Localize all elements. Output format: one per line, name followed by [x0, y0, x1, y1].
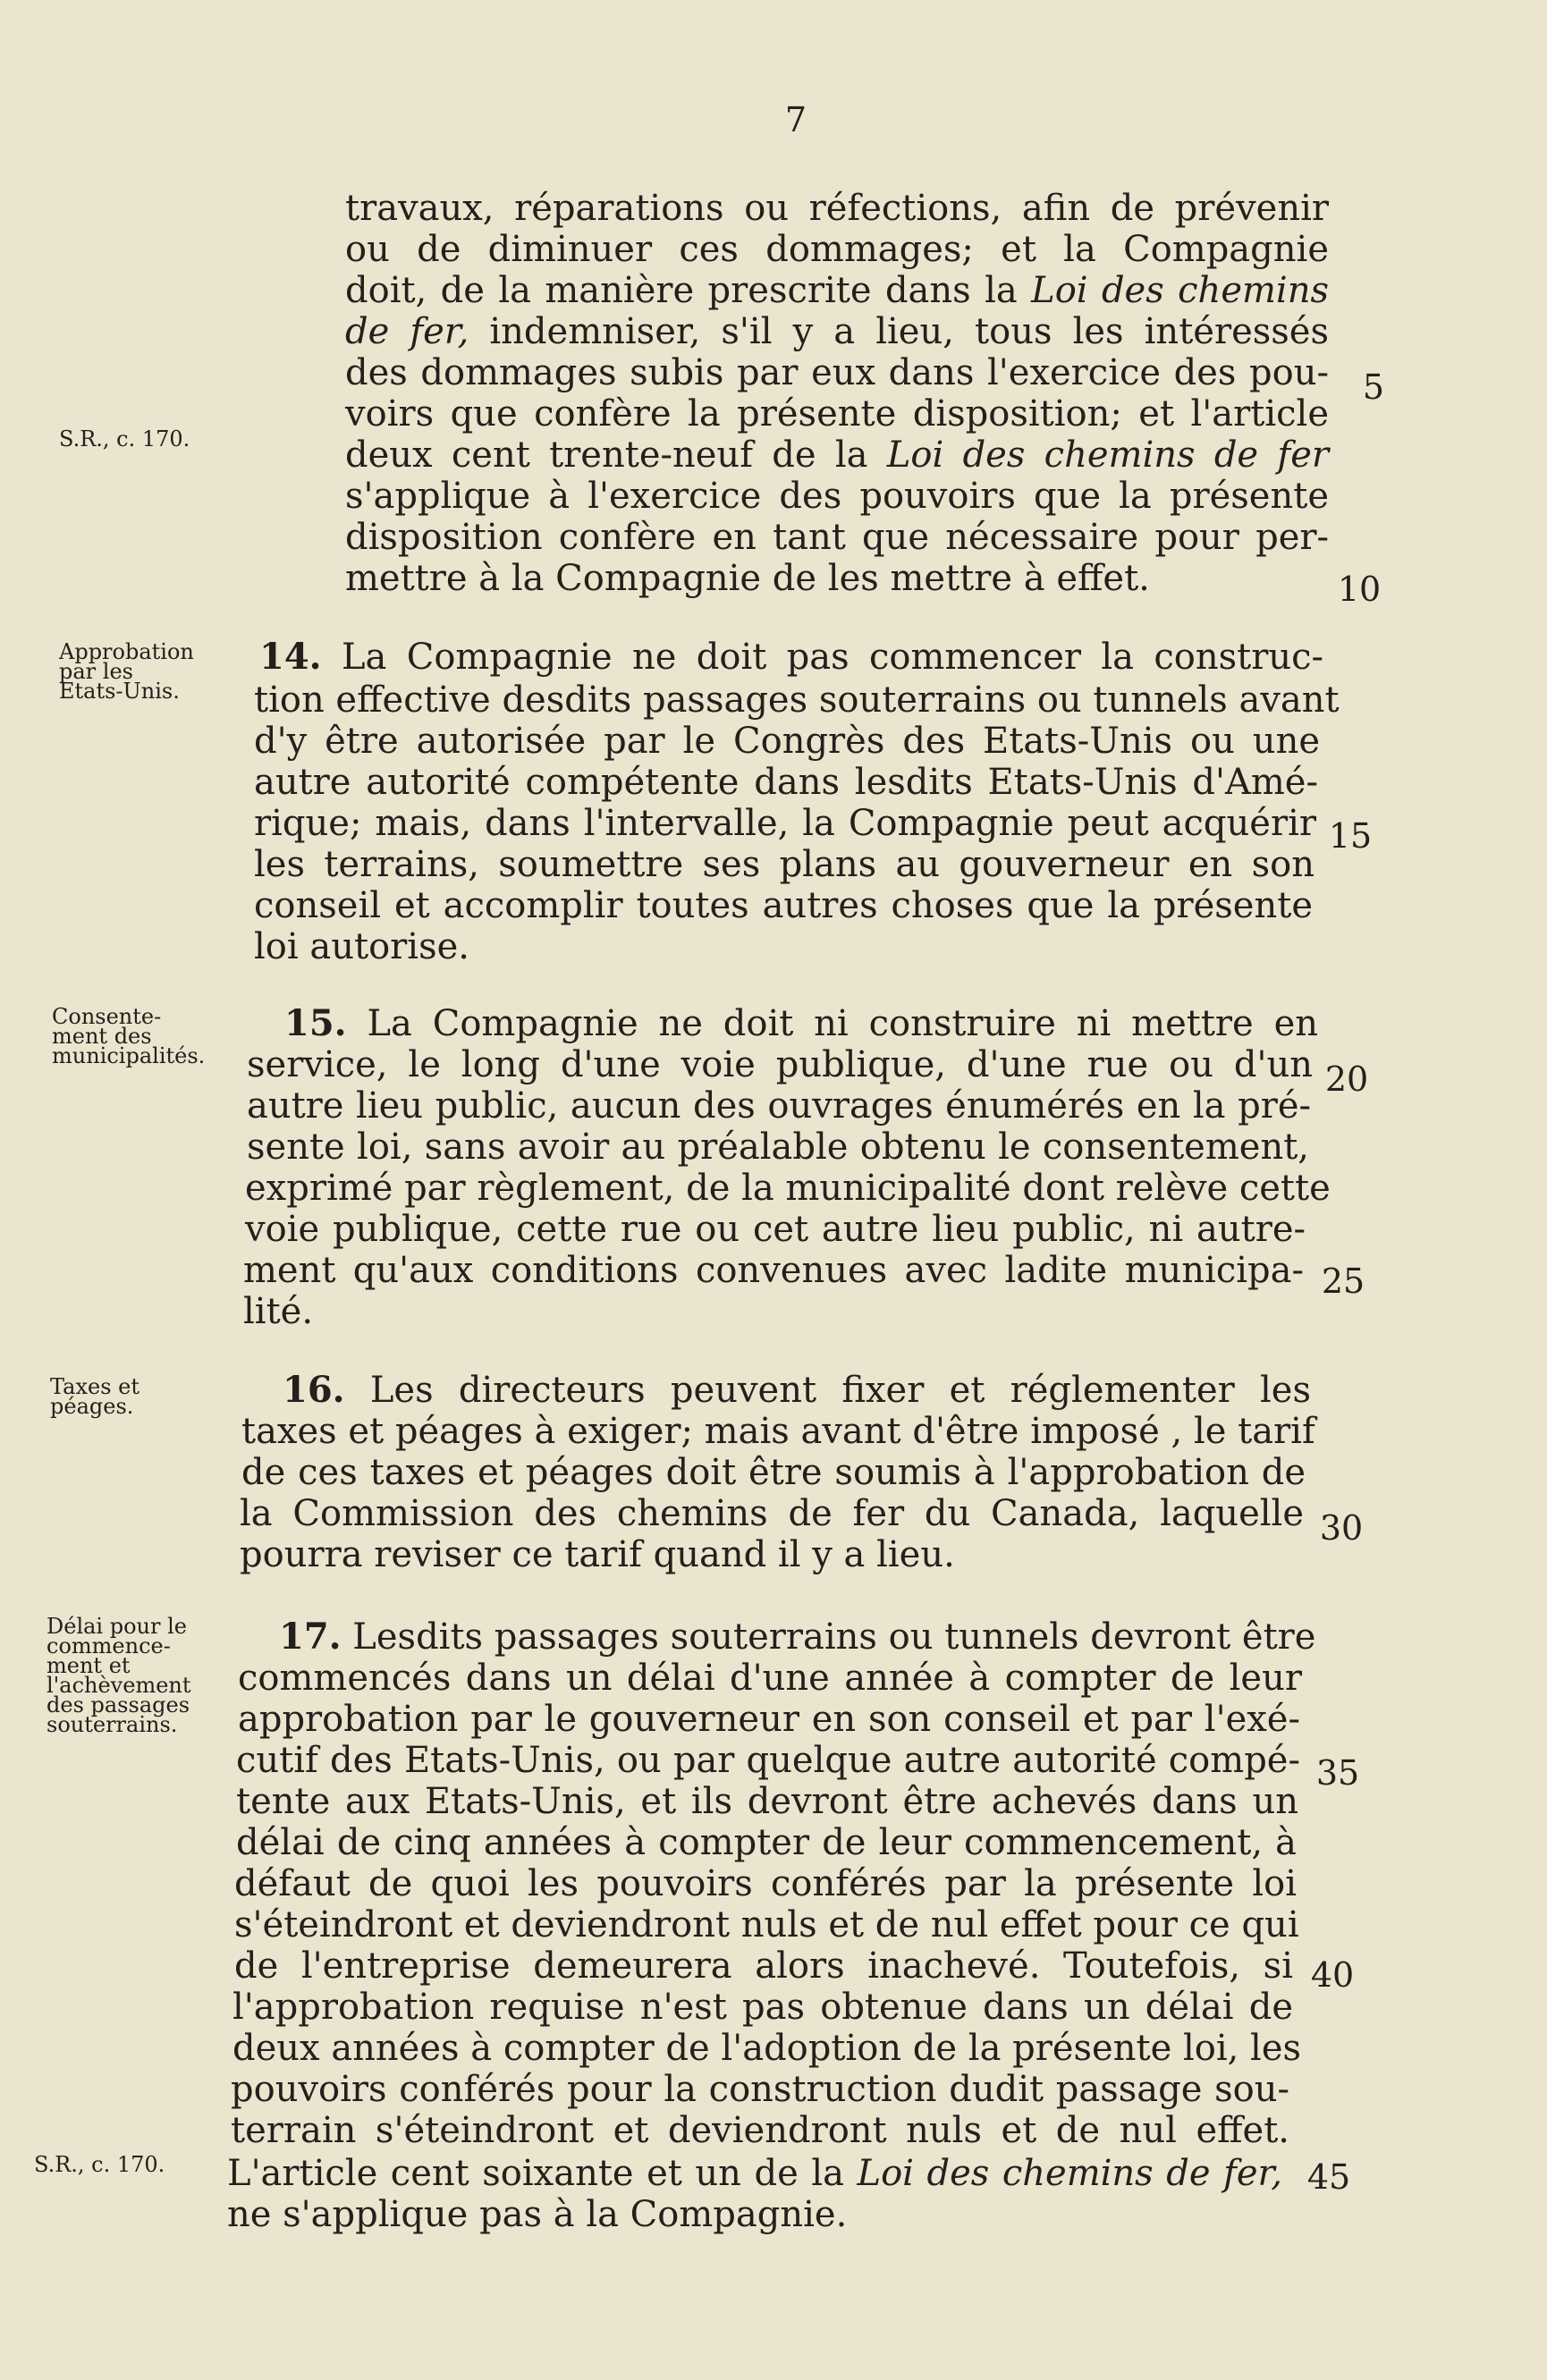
line-number: 30: [1319, 1508, 1364, 1548]
text-line: autre autorité compétente dans lesdits Etats-Unis d'Amé-: [254, 762, 1318, 803]
text-line: voie publique, cette rue ou cet autre lieu public, ni autre-: [245, 1209, 1306, 1250]
text-line: pouvoirs conférés pour la construction dudit passage sou-: [231, 2069, 1289, 2110]
text-line: l'approbation requise n'est pas obtenue dans un délai de: [232, 1987, 1293, 2028]
text-line: service, le long d'une voie publique, d'une rue ou d'un: [247, 1044, 1313, 1085]
line-number: 20: [1324, 1059, 1369, 1099]
margin-note-delai: Délai pour le commence- ment et l'achèvement des passages souterrains.: [46, 1614, 191, 1737]
section-14-lead: 14. La Compagnie ne doit pas commencer la construc-: [259, 636, 1323, 678]
margin-note-taxes: Taxes et péages.: [50, 1374, 139, 1419]
line-number: 5: [1362, 367, 1385, 407]
text-line: mettre à la Compagnie de les mettre à effet.: [345, 558, 1150, 599]
text-line: taxes et péages à exiger; mais avant d'être imposé , le tarif: [241, 1411, 1315, 1452]
text-line: s'éteindront et deviendront nuls et de nul effet pour ce qui: [234, 1904, 1299, 1945]
text-line: sente loi, sans avoir au préalable obtenu le consentement,: [247, 1127, 1309, 1168]
text-line: ne s'applique pas à la Compagnie.: [227, 2194, 848, 2235]
text-line: la Commission des chemins de fer du Canada, laquelle: [240, 1493, 1304, 1534]
page-number: 7: [784, 100, 807, 139]
text-line: deux cent trente-neuf de la Loi des chemins de fer: [345, 435, 1329, 476]
margin-note-consentement: Consente- ment des municipalités.: [52, 1004, 206, 1068]
text-line: tion effective desdits passages souterrains ou tunnels avant: [254, 679, 1340, 721]
text-line: cutif des Etats-Unis, ou par quelque autre autorité compé-: [236, 1740, 1300, 1781]
section-number: 14.: [259, 636, 322, 678]
text-line: loi autorise.: [254, 926, 469, 967]
text-line: conseil et accomplir toutes autres choses que la présente: [254, 885, 1313, 926]
text-line: ou de diminuer ces dommages; et la Compagnie: [345, 229, 1329, 270]
text-line: L'article cent soixante et un de la Loi des chemins de fer,: [227, 2153, 1282, 2194]
text-line: de fer, indemniser, s'il y a lieu, tous les intéressés: [345, 311, 1329, 352]
line-number: 15: [1328, 816, 1373, 856]
line-number: 40: [1310, 1955, 1355, 1995]
margin-note-sr-c170-2: S.R., c. 170.: [34, 2152, 165, 2177]
line-number: 10: [1337, 570, 1382, 609]
text-line: les terrains, soumettre ses plans au gouverneur en son: [254, 844, 1315, 885]
section-number: 15.: [284, 1002, 347, 1044]
text-line: délai de cinq années à compter de leur commencement, à: [236, 1822, 1297, 1863]
text-line: commencés dans un délai d'une année à compter de leur: [238, 1658, 1302, 1699]
section-15-lead: 15. La Compagnie ne doit ni construire ni mettre en: [284, 1002, 1318, 1044]
text-line: approbation par le gouverneur en son conseil et par l'exé-: [238, 1699, 1300, 1740]
text-line: des dommages subis par eux dans l'exercice des pou-: [345, 352, 1329, 393]
text-line: doit, de la manière prescrite dans la Loi des chemins: [345, 270, 1330, 311]
text-line: d'y être autorisée par le Congrès des Etats-Unis ou une: [254, 721, 1320, 762]
section-17-lead: 17. Lesdits passages souterrains ou tunnels devront être: [279, 1616, 1316, 1658]
text-line: ment qu'aux conditions convenues avec ladite municipa-: [243, 1250, 1304, 1291]
text-line: terrain s'éteindront et deviendront nuls et de nul effet.: [231, 2110, 1289, 2151]
text-line: pourra reviser ce tarif quand il y a lieu.: [240, 1534, 955, 1575]
text-line: défaut de quoi les pouvoirs conférés par la présente loi: [234, 1863, 1297, 1904]
text-line: rique; mais, dans l'intervalle, la Compagnie peut acquérir: [254, 803, 1316, 844]
text-line: de l'entreprise demeurera alors inachevé. Toutefois, si: [234, 1945, 1293, 1987]
text-line: s'applique à l'exercice des pouvoirs que la présente: [345, 476, 1329, 517]
margin-note-approbation: Approbation par les Etats-Unis.: [59, 639, 194, 704]
margin-note-sr-c170: S.R., c. 170.: [59, 426, 190, 452]
line-number: 45: [1306, 2157, 1351, 2197]
text-line: lité.: [243, 1291, 314, 1332]
section-16-lead: 16. Les directeurs peuvent fixer et réglementer les: [283, 1369, 1311, 1411]
section-number: 17.: [279, 1616, 342, 1658]
text-line: autre lieu public, aucun des ouvrages énumérés en la pré-: [247, 1085, 1311, 1127]
text-line: voirs que confère la présente disposition; et l'article: [345, 393, 1329, 435]
text-line: travaux, réparations ou réfections, afin de prévenir: [345, 188, 1329, 229]
text-line: tente aux Etats-Unis, et ils devront être achevés dans un: [236, 1781, 1298, 1822]
text-line: de ces taxes et péages doit être soumis à l'approbation de: [241, 1452, 1306, 1493]
section-number: 16.: [283, 1369, 345, 1411]
line-number: 35: [1315, 1753, 1360, 1793]
text-line: exprimé par règlement, de la municipalité dont relève cette: [245, 1168, 1331, 1209]
text-line: disposition confère en tant que nécessaire pour per-: [345, 517, 1329, 558]
line-number: 25: [1321, 1262, 1365, 1301]
text-line: deux années à compter de l'adoption de la présente loi, les: [232, 2028, 1302, 2069]
